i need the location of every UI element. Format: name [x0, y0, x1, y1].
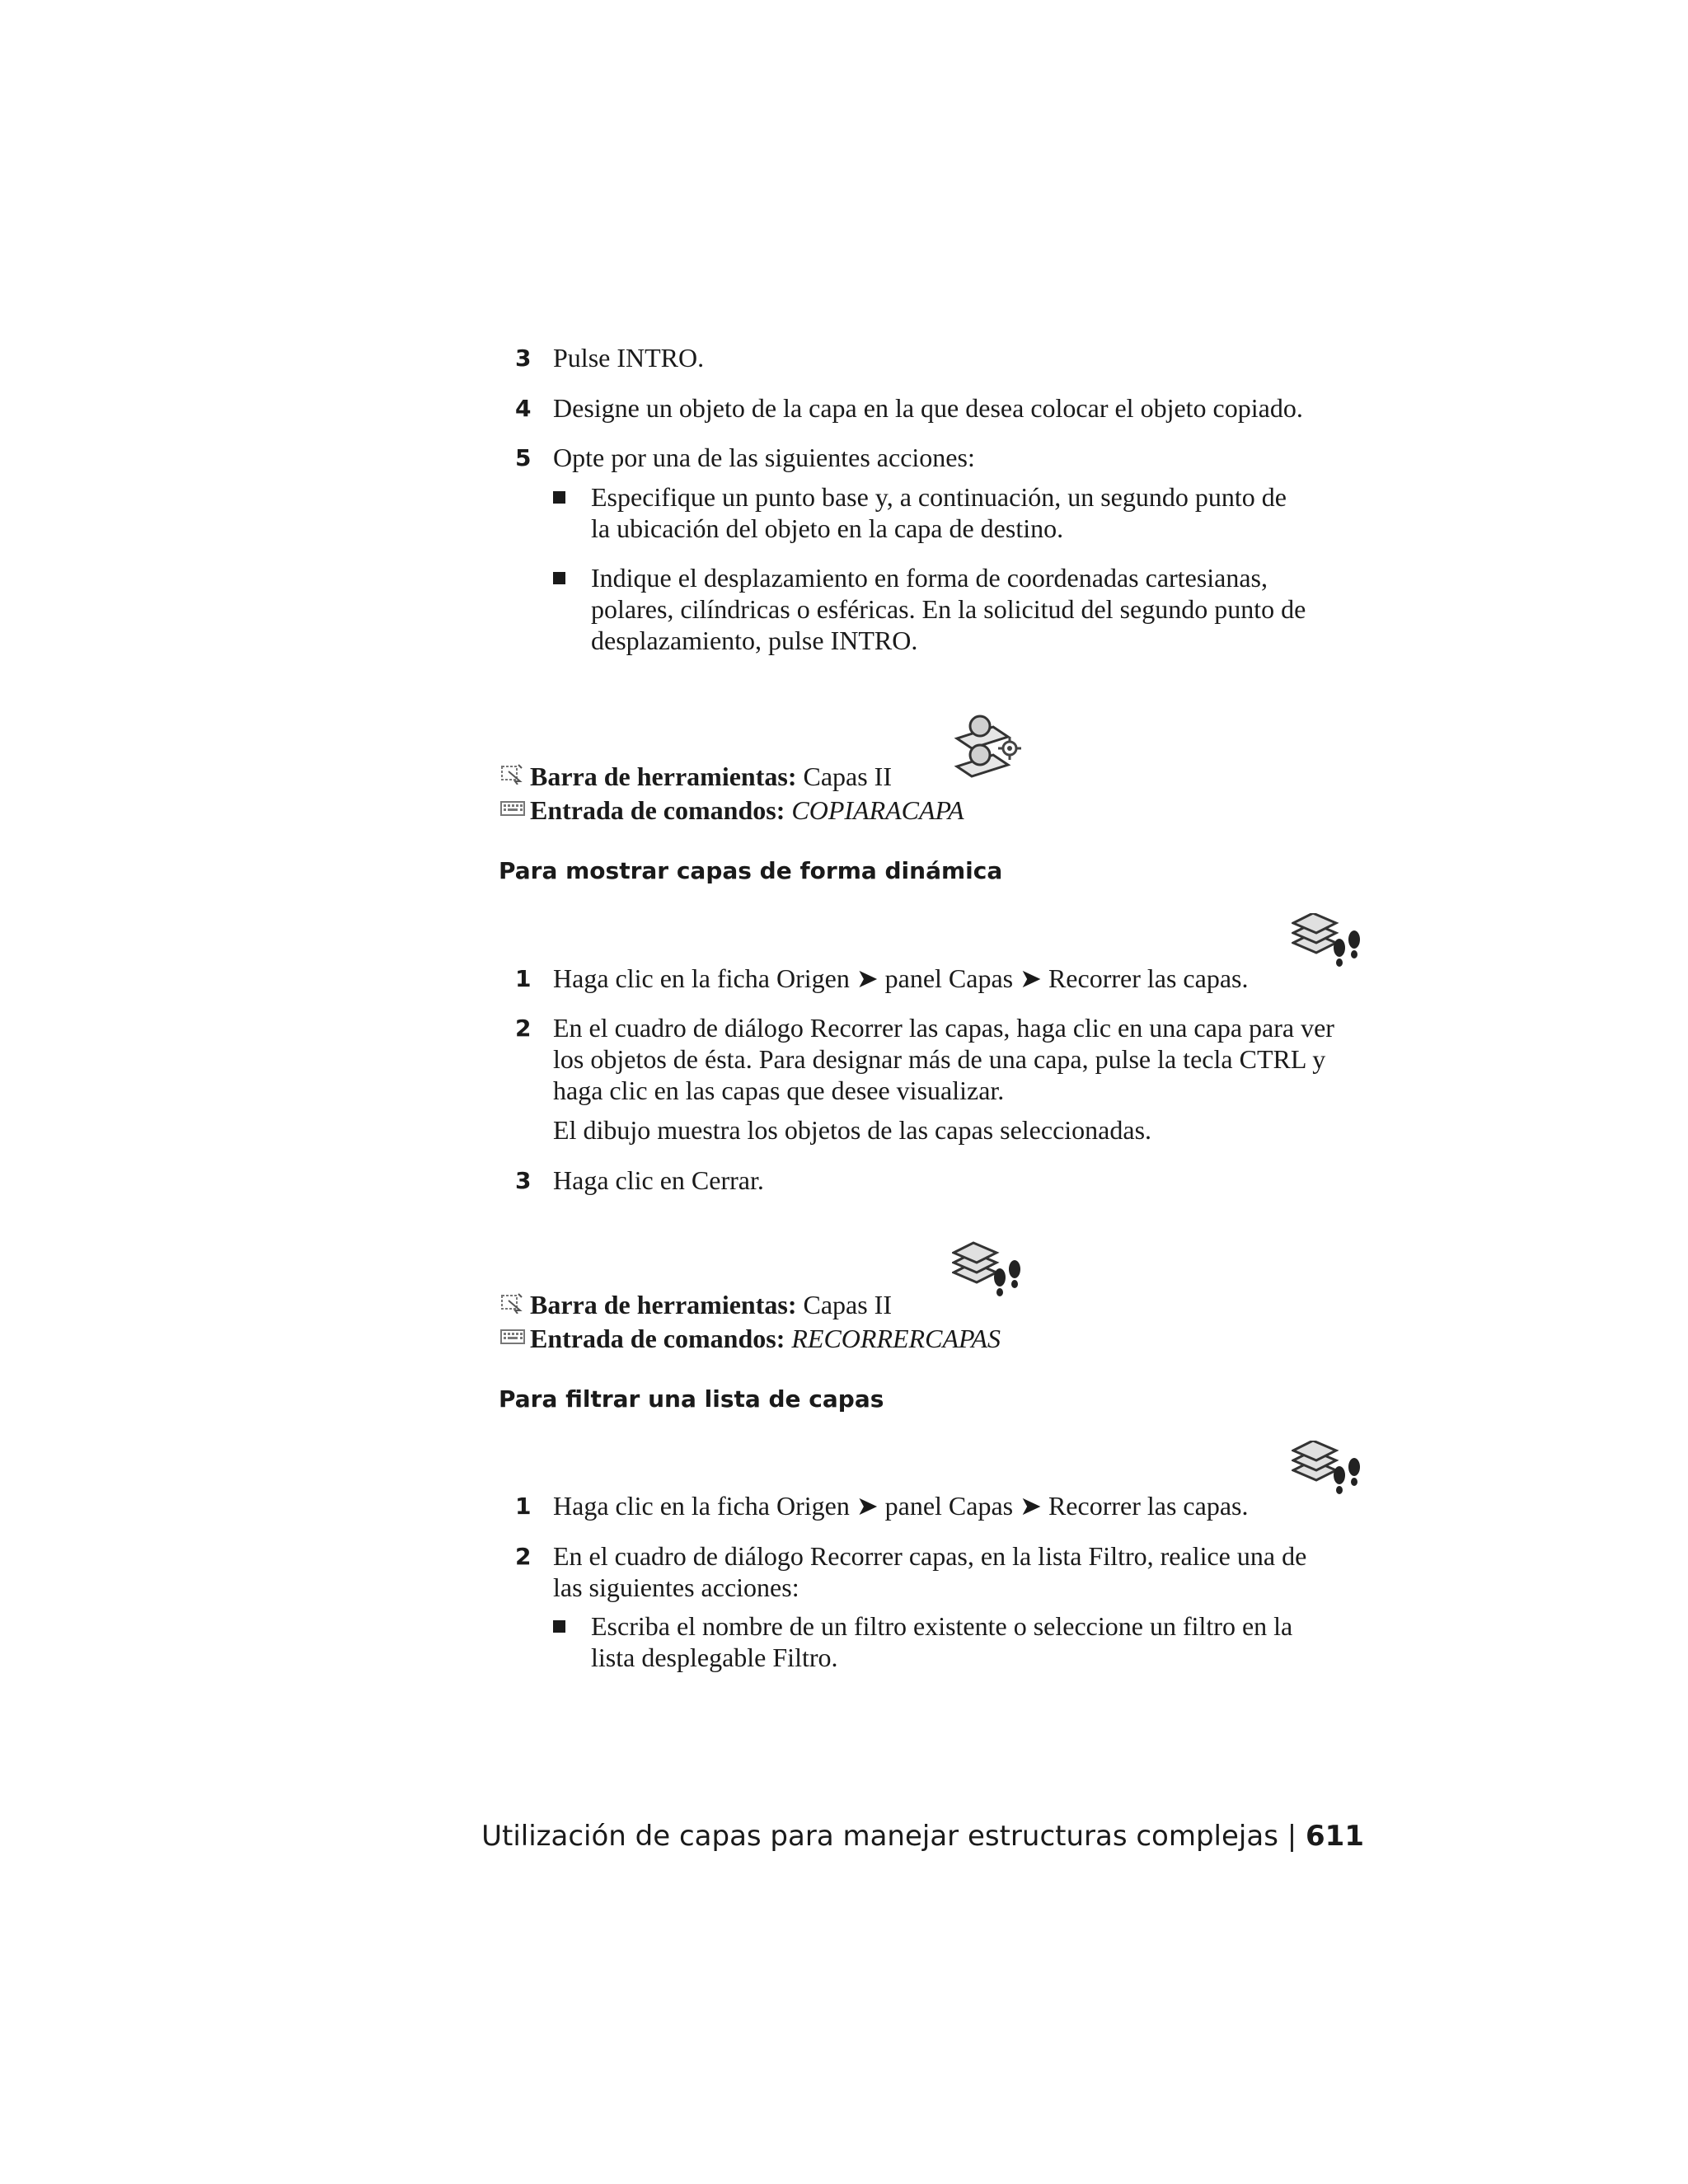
toolbar-label: Barra de herramientas:	[530, 762, 797, 791]
bullet-text: Especifique un punto base y, a continuación, un segundo punto de	[591, 482, 1287, 512]
step-number: 1	[515, 1493, 532, 1520]
step-text: Haga clic en Cerrar.	[553, 1165, 764, 1195]
step-note: El dibujo muestra los objetos de las capas seleccionadas.	[553, 1115, 1152, 1145]
layer-copy-icon	[952, 714, 1026, 790]
step-text: En el cuadro de diálogo Recorrer capas, en la lista Filtro, realice una de	[553, 1541, 1307, 1571]
step-text: los objetos de ésta. Para designar más de una capa, pulse la tecla CTRL y	[553, 1044, 1326, 1074]
toolbar-reference	[530, 1288, 892, 1321]
step-number: 2	[515, 1543, 532, 1570]
step-number: 1	[515, 965, 532, 992]
step-number: 3	[515, 344, 532, 372]
bullet-text: la ubicación del objeto en la capa de destino.	[591, 513, 1064, 543]
bullet-text: polares, cilíndricas o esféricas. En la solicitud del segundo punto de	[591, 594, 1306, 624]
bullet-text: Escriba el nombre de un filtro existente o seleccione un filtro en la	[591, 1611, 1293, 1641]
command-value: RECORRERCAPAS	[791, 1324, 1001, 1353]
step-number: 3	[515, 1167, 532, 1194]
command-reference	[530, 1322, 1001, 1355]
layer-walk-icon	[1292, 1441, 1364, 1505]
step-text: Designe un objeto de la capa en la que desea colocar el objeto copiado.	[553, 393, 1303, 423]
command-reference	[530, 794, 964, 827]
toolbar-reference	[530, 760, 892, 793]
step-number: 5	[515, 444, 532, 471]
bullet-text: desplazamiento, pulse INTRO.	[591, 626, 918, 655]
step-text: las siguientes acciones:	[553, 1572, 799, 1602]
bullet-marker	[553, 1620, 565, 1633]
layer-walk-icon	[1292, 913, 1364, 977]
page-footer	[481, 1818, 1364, 1854]
toolbar-label: Barra de herramientas:	[530, 1290, 797, 1319]
step-text: Haga clic en la ficha Origen ➤ panel Capas ➤ Recorrer las capas.	[553, 963, 1249, 993]
keyboard-icon	[500, 1326, 525, 1347]
command-value: COPIARACAPA	[791, 795, 964, 825]
toolbar-icon	[500, 763, 525, 785]
step-text: En el cuadro de diálogo Recorrer las capas, haga clic en una capa para ver	[553, 1013, 1334, 1043]
keyboard-icon	[500, 798, 525, 819]
bullet-text: Indique el desplazamiento en forma de coordenadas cartesianas,	[591, 563, 1268, 593]
command-label: Entrada de comandos:	[530, 1324, 785, 1353]
step-number: 4	[515, 395, 532, 422]
step-number: 2	[515, 1015, 532, 1042]
bullet-marker	[553, 491, 565, 504]
toolbar-value: Capas II	[803, 1290, 892, 1319]
layer-walk-icon	[952, 1241, 1026, 1307]
bullet-text: lista desplegable Filtro.	[591, 1643, 838, 1672]
step-text: Pulse INTRO.	[553, 343, 705, 373]
command-label: Entrada de comandos:	[530, 795, 785, 825]
step-text: Opte por una de las siguientes acciones:	[553, 443, 975, 472]
step-text: haga clic en las capas que desee visualizar.	[553, 1076, 1005, 1105]
toolbar-icon	[500, 1292, 525, 1314]
section-heading: Para mostrar capas de forma dinámica	[499, 857, 1003, 884]
footer-title: Utilización de capas para manejar estructuras complejas	[481, 1820, 1278, 1853]
footer-separator: |	[1287, 1820, 1297, 1853]
section-heading: Para filtrar una lista de capas	[499, 1385, 884, 1413]
step-text: Haga clic en la ficha Origen ➤ panel Capas ➤ Recorrer las capas.	[553, 1491, 1249, 1521]
bullet-marker	[553, 572, 565, 584]
page-number: 611	[1306, 1820, 1364, 1853]
toolbar-value: Capas II	[803, 762, 892, 791]
